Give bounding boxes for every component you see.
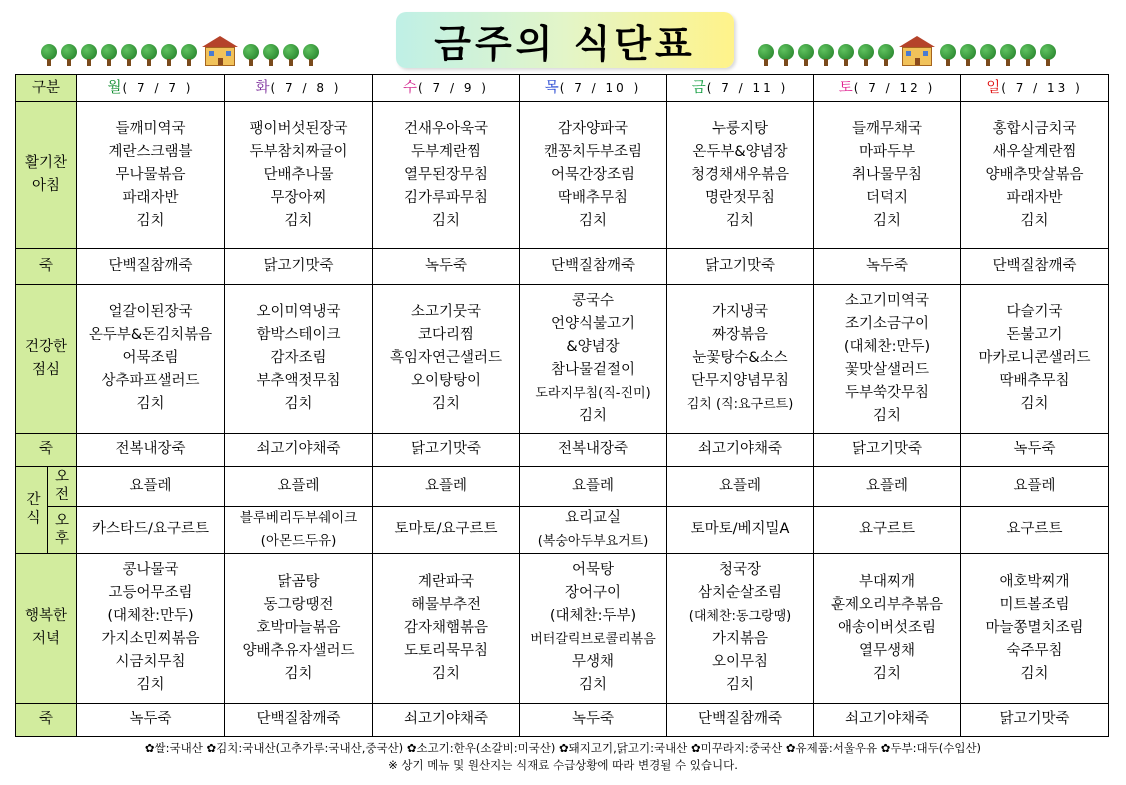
porridge-cell: 닭고기맛죽 xyxy=(814,433,961,466)
snack-cell: 요플레 xyxy=(667,466,814,506)
menu-item: 장어구이 xyxy=(565,585,622,602)
menu-item: 김치 xyxy=(1020,396,1049,413)
lunch-porridge-row xyxy=(16,433,1109,466)
day-header-sat xyxy=(814,75,961,102)
menu-item: 김치 xyxy=(136,396,165,413)
label-line: 오 xyxy=(55,469,70,486)
menu-item: 김치 xyxy=(873,212,902,229)
day-date: ( 7 / 10 ) xyxy=(559,80,642,95)
snack-am-label xyxy=(48,466,77,506)
tree-icon xyxy=(160,44,178,66)
menu-item: 오이무침 xyxy=(712,654,769,671)
menu-cell xyxy=(373,285,520,433)
menu-item: 애호박찌개 xyxy=(999,573,1070,590)
menu-item: 삼치순살조림 xyxy=(697,585,783,602)
menu-item: 양배추맛살볶음 xyxy=(985,166,1084,183)
day-header-thu xyxy=(520,75,667,102)
label-line: 아침 xyxy=(32,178,61,195)
day-name: 금 xyxy=(691,79,707,96)
snack-cell: 요플레 xyxy=(225,466,373,506)
menu-item: 눈꽃탕수&소스 xyxy=(692,350,788,367)
menu-item: (복숭아두부요거트) xyxy=(537,533,649,549)
menu-item: 상추파프샐러드 xyxy=(101,373,200,390)
menu-item: 명란젓무침 xyxy=(704,189,776,206)
menu-item: 언양식불고기 xyxy=(550,315,636,332)
menu-item: 계란파국 xyxy=(418,573,475,590)
porridge-cell: 단백질참깨죽 xyxy=(667,703,814,736)
snack-cell xyxy=(814,506,961,553)
menu-item: (대체찬:두부) xyxy=(549,608,637,625)
porridge-cell: 녹두죽 xyxy=(814,249,961,285)
menu-item: 가지볶음 xyxy=(712,631,769,648)
menu-item: 마늘쫑멸치조림 xyxy=(985,619,1084,636)
tree-icon xyxy=(100,44,118,66)
breakfast-label xyxy=(16,102,77,249)
menu-cell xyxy=(961,553,1109,703)
menu-item: 토마토/요구르트 xyxy=(394,521,498,538)
menu-cell xyxy=(225,102,373,249)
menu-item: 계란스크램블 xyxy=(108,143,193,160)
menu-item: 마카로니콘샐러드 xyxy=(978,350,1091,367)
menu-item: 감자양파국 xyxy=(557,120,629,137)
menu-item: 김치 xyxy=(726,212,755,229)
tree-icon xyxy=(140,44,158,66)
menu-item: 어묵간장조림 xyxy=(550,166,636,183)
day-name: 목 xyxy=(544,79,560,96)
snack-pm-label xyxy=(48,506,77,553)
menu-item: 참나물겉절이 xyxy=(550,361,636,378)
menu-item: 김가루파무침 xyxy=(403,189,489,206)
menu-item: 온두부&양념장 xyxy=(692,143,788,160)
snack-cell: 요플레 xyxy=(77,466,225,506)
menu-item: 마파두부 xyxy=(859,143,916,160)
menu-item: 소고기미역국 xyxy=(844,292,930,309)
porridge-cell: 쇠고기야채죽 xyxy=(814,703,961,736)
porridge-cell: 녹두죽 xyxy=(520,703,667,736)
porridge-cell: 단백질참깨죽 xyxy=(961,249,1109,285)
house-icon xyxy=(202,36,238,66)
menu-item: 시금치무침 xyxy=(115,654,186,671)
menu-cell xyxy=(814,102,961,249)
menu-item: 김치 xyxy=(284,396,313,413)
menu-item: 고등어무조림 xyxy=(108,585,193,602)
menu-item: 열무생채 xyxy=(859,642,916,659)
menu-item: 딱배추무침 xyxy=(999,373,1070,390)
menu-cell xyxy=(814,553,961,703)
menu-item: 김치 xyxy=(284,212,313,229)
menu-item: 온두부&돈김치볶음 xyxy=(88,327,213,344)
breakfast-row xyxy=(16,102,1109,249)
menu-item: 김치 xyxy=(579,677,608,694)
menu-item: 누룽지탕 xyxy=(712,120,769,137)
meal-table xyxy=(15,74,1109,737)
menu-item: (대체찬:만두) xyxy=(843,338,931,355)
snack-cell xyxy=(667,506,814,553)
day-name: 토 xyxy=(838,79,854,96)
menu-item: 무나물볶음 xyxy=(115,166,186,183)
category-header: 구분 xyxy=(16,75,77,102)
menu-item: 건새우아욱국 xyxy=(403,120,489,137)
tree-icon xyxy=(180,44,198,66)
menu-item: 미트볼조림 xyxy=(999,596,1070,613)
notice-note: ※ 상기 메뉴 및 원산지는 식재료 수급상황에 따라 변경될 수 있습니다. xyxy=(388,758,738,772)
porridge-cell: 단백질참깨죽 xyxy=(520,249,667,285)
menu-item: 함박스테이크 xyxy=(256,327,341,344)
menu-item: 김치 xyxy=(726,677,755,694)
menu-item: 도토리묵무침 xyxy=(403,642,489,659)
menu-cell xyxy=(225,285,373,433)
day-name: 화 xyxy=(255,79,271,96)
origin-note: ✿쌀:국내산 ✿김치:국내산(고추가루:국내산,중국산) ✿소고기:한우(소갈비:미국산) ✿돼지고기,닭고기:국내산 ✿미꾸라지:중국산 ✿유제품:서울우유 ✿두부:대두(수입산) xyxy=(144,741,982,755)
label-line: 점심 xyxy=(32,361,61,378)
menu-cell xyxy=(961,102,1109,249)
day-header-sun xyxy=(961,75,1109,102)
menu-item: 양배추유자샐러드 xyxy=(242,642,355,659)
menu-cell xyxy=(77,553,225,703)
menu-item: 김치 xyxy=(432,665,461,682)
tree-icon xyxy=(302,44,320,66)
menu-item: 얼갈이된장국 xyxy=(108,304,193,321)
menu-item: 요리교실 xyxy=(565,509,622,526)
menu-item: 버터갈릭브로콜리볶음 xyxy=(530,632,656,648)
tree-icon xyxy=(40,44,58,66)
day-date: ( 7 / 8 ) xyxy=(270,80,342,95)
porridge-label: 죽 xyxy=(16,249,77,285)
menu-item: 요구르트 xyxy=(1006,521,1063,538)
label-line: 저녁 xyxy=(32,631,61,648)
snack-cell: 요플레 xyxy=(814,466,961,506)
tree-icon xyxy=(999,44,1017,66)
menu-item: 부대찌개 xyxy=(859,573,916,590)
menu-item: 두부쑥갓무침 xyxy=(844,384,930,401)
label-line: 건강한 xyxy=(24,338,68,355)
porridge-cell: 전복내장죽 xyxy=(520,433,667,466)
menu-item: 파래자반 xyxy=(122,189,179,206)
menu-item: 호박마늘볶음 xyxy=(256,619,341,636)
tree-icon xyxy=(1019,44,1037,66)
menu-item: 김치 xyxy=(432,212,461,229)
menu-item: (아몬드두유) xyxy=(260,532,337,549)
porridge-cell: 녹두죽 xyxy=(373,249,520,285)
tree-icon xyxy=(1039,44,1057,66)
menu-item: 취나물무침 xyxy=(851,166,923,183)
label-line: 오 xyxy=(55,512,70,529)
porridge-cell: 닭고기맛죽 xyxy=(225,249,373,285)
snack-cell xyxy=(373,506,520,553)
header-row xyxy=(16,75,1109,102)
menu-cell xyxy=(77,285,225,433)
tree-icon xyxy=(777,44,795,66)
menu-item: 청경채새우볶음 xyxy=(690,166,790,183)
porridge-cell: 녹두죽 xyxy=(961,433,1109,466)
tree-icon xyxy=(877,44,895,66)
menu-item: 김치 xyxy=(873,407,902,424)
day-name: 수 xyxy=(403,79,419,96)
menu-item: 더덕지 xyxy=(866,189,909,206)
tree-icon xyxy=(120,44,138,66)
menu-item: &양념장 xyxy=(566,338,620,355)
snack-cell: 요플레 xyxy=(520,466,667,506)
menu-item: 단무지양념무침 xyxy=(690,373,790,390)
menu-cell xyxy=(667,553,814,703)
label-line: 후 xyxy=(55,530,70,547)
porridge-cell: 단백질참깨죽 xyxy=(77,249,225,285)
menu-item: 감자조림 xyxy=(270,350,327,367)
snack-pm-row xyxy=(16,506,1109,553)
menu-item: 들깨무채국 xyxy=(851,120,923,137)
day-date: ( 7 / 11 ) xyxy=(706,80,789,95)
porridge-cell: 쇠고기야채죽 xyxy=(667,433,814,466)
day-name: 월 xyxy=(107,79,123,96)
tree-icon xyxy=(60,44,78,66)
tree-icon xyxy=(242,44,260,66)
day-header-mon xyxy=(77,75,225,102)
menu-item: 김치 xyxy=(873,665,902,682)
page-title: 금주의 식단표 xyxy=(396,12,734,68)
porridge-cell: 닭고기맛죽 xyxy=(961,703,1109,736)
menu-item: 닭곰탕 xyxy=(277,573,320,590)
menu-item: 카스타드/요구르트 xyxy=(92,521,209,538)
menu-item: 가지냉국 xyxy=(712,304,769,321)
menu-item: 오이미역냉국 xyxy=(256,304,341,321)
tree-icon xyxy=(959,44,977,66)
menu-cell xyxy=(667,285,814,433)
menu-item: 소고기뭇국 xyxy=(410,304,482,321)
snack-am-row xyxy=(16,466,1109,506)
menu-item: 코다리찜 xyxy=(418,327,475,344)
menu-item: 청국장 xyxy=(719,562,762,579)
menu-item: 홍합시금치국 xyxy=(992,120,1077,137)
tree-icon xyxy=(80,44,98,66)
porridge-cell: 전복내장죽 xyxy=(77,433,225,466)
menu-item: 부추액젓무침 xyxy=(256,373,341,390)
porridge-cell: 쇠고기야채죽 xyxy=(373,703,520,736)
menu-item: 숙주무침 xyxy=(1006,642,1063,659)
menu-item: 김치 xyxy=(579,212,608,229)
label-line: 전 xyxy=(55,487,70,504)
menu-item: (대체찬:만두) xyxy=(107,608,194,625)
menu-item: 요구르트 xyxy=(859,521,916,538)
lunch-label xyxy=(16,285,77,433)
tree-icon xyxy=(837,44,855,66)
label-line: 행복한 xyxy=(24,608,68,625)
menu-cell xyxy=(373,102,520,249)
porridge-cell: 녹두죽 xyxy=(77,703,225,736)
tree-row-left xyxy=(40,36,320,66)
menu-item: 콩국수 xyxy=(572,292,615,309)
menu-item: 김치 xyxy=(1020,665,1049,682)
tree-icon xyxy=(757,44,775,66)
tree-icon xyxy=(857,44,875,66)
tree-icon xyxy=(979,44,997,66)
snack-cell xyxy=(520,506,667,553)
dinner-row xyxy=(16,553,1109,703)
tree-row-right xyxy=(757,36,1057,66)
house-icon xyxy=(899,36,935,66)
menu-item: 콩나물국 xyxy=(122,562,179,579)
porridge-cell: 단백질참깨죽 xyxy=(225,703,373,736)
menu-item: 들깨미역국 xyxy=(115,120,186,137)
menu-item: 동그랑땡전 xyxy=(263,596,334,613)
lunch-row xyxy=(16,285,1109,433)
menu-cell xyxy=(961,285,1109,433)
snack-cell: 요플레 xyxy=(961,466,1109,506)
day-name: 일 xyxy=(986,79,1002,96)
menu-item: 훈제오리부추볶음 xyxy=(830,596,944,613)
menu-item: 해물부추전 xyxy=(410,596,482,613)
breakfast-porridge-row xyxy=(16,249,1109,285)
menu-item: 김치 xyxy=(1020,212,1049,229)
menu-item: 김치 xyxy=(432,396,461,413)
menu-item: 딱배추무침 xyxy=(557,189,629,206)
day-date: ( 7 / 9 ) xyxy=(418,80,489,95)
menu-cell xyxy=(814,285,961,433)
menu-cell xyxy=(373,553,520,703)
menu-cell xyxy=(77,102,225,249)
snack-cell xyxy=(225,506,373,553)
menu-item: 열무된장무침 xyxy=(403,166,489,183)
snack-cell: 요플레 xyxy=(373,466,520,506)
tree-icon xyxy=(282,44,300,66)
porridge-cell: 쇠고기야채죽 xyxy=(225,433,373,466)
tree-icon xyxy=(817,44,835,66)
menu-item: 짜장볶음 xyxy=(712,327,769,344)
menu-item: 돈불고기 xyxy=(1006,327,1063,344)
menu-item: (대체찬:동그랑땡) xyxy=(688,609,792,625)
snack-cell xyxy=(77,506,225,553)
day-date: ( 7 / 13 ) xyxy=(1001,80,1083,95)
menu-item: 파래자반 xyxy=(1006,189,1063,206)
menu-item: 꽃맛살샐러드 xyxy=(844,361,930,378)
menu-item: 애송이버섯조림 xyxy=(837,619,937,636)
porridge-cell: 닭고기맛죽 xyxy=(667,249,814,285)
menu-item: 김치 xyxy=(579,407,608,424)
menu-item: 조기소금구이 xyxy=(844,315,930,332)
menu-item: 두부참치짜글이 xyxy=(249,143,348,160)
menu-item: 캔꽁치두부조림 xyxy=(543,143,643,160)
menu-cell xyxy=(520,102,667,249)
menu-item: 다슬기국 xyxy=(1006,304,1063,321)
menu-item: 블루베리두부쉐이크 xyxy=(239,509,358,526)
menu-item: 흑임자연근샐러드 xyxy=(389,350,503,367)
label-line: 활기찬 xyxy=(24,155,68,172)
tree-icon xyxy=(797,44,815,66)
menu-item: 팽이버섯된장국 xyxy=(249,120,348,137)
porridge-label: 죽 xyxy=(16,433,77,466)
porridge-label: 죽 xyxy=(16,703,77,736)
menu-item: 김치 (직:요구르트) xyxy=(686,397,794,413)
menu-item: 어묵조림 xyxy=(122,350,179,367)
snack-cell xyxy=(961,506,1109,553)
day-date: ( 7 / 7 ) xyxy=(122,80,194,95)
menu-item: 감자채햄볶음 xyxy=(403,619,489,636)
day-header-tue xyxy=(225,75,373,102)
day-header-fri xyxy=(667,75,814,102)
menu-item: 무장아찌 xyxy=(270,189,327,206)
menu-item: 새우살계란찜 xyxy=(992,143,1077,160)
menu-item: 김치 xyxy=(284,665,313,682)
menu-item: 단배추나물 xyxy=(263,166,334,183)
menu-item: 김치 xyxy=(136,677,165,694)
menu-item: 가지소민찌볶음 xyxy=(101,631,200,648)
day-header-wed xyxy=(373,75,520,102)
tree-icon xyxy=(262,44,280,66)
menu-item: 두부계란찜 xyxy=(410,143,482,160)
menu-item: 토마토/베지밀A xyxy=(690,521,790,538)
menu-cell xyxy=(667,102,814,249)
snack-label: 간식 xyxy=(16,466,48,553)
porridge-cell: 닭고기맛죽 xyxy=(373,433,520,466)
dinner-porridge-row xyxy=(16,703,1109,736)
menu-item: 오이탕탕이 xyxy=(410,373,482,390)
day-date: ( 7 / 12 ) xyxy=(853,80,936,95)
dinner-label xyxy=(16,553,77,703)
menu-item: 김치 xyxy=(136,212,165,229)
menu-item: 도라지무침(직-진미) xyxy=(535,385,651,401)
menu-cell xyxy=(225,553,373,703)
menu-item: 어묵탕 xyxy=(572,562,615,579)
menu-item: 무생채 xyxy=(572,654,615,671)
menu-cell xyxy=(520,553,667,703)
menu-cell xyxy=(520,285,667,433)
tree-icon xyxy=(939,44,957,66)
